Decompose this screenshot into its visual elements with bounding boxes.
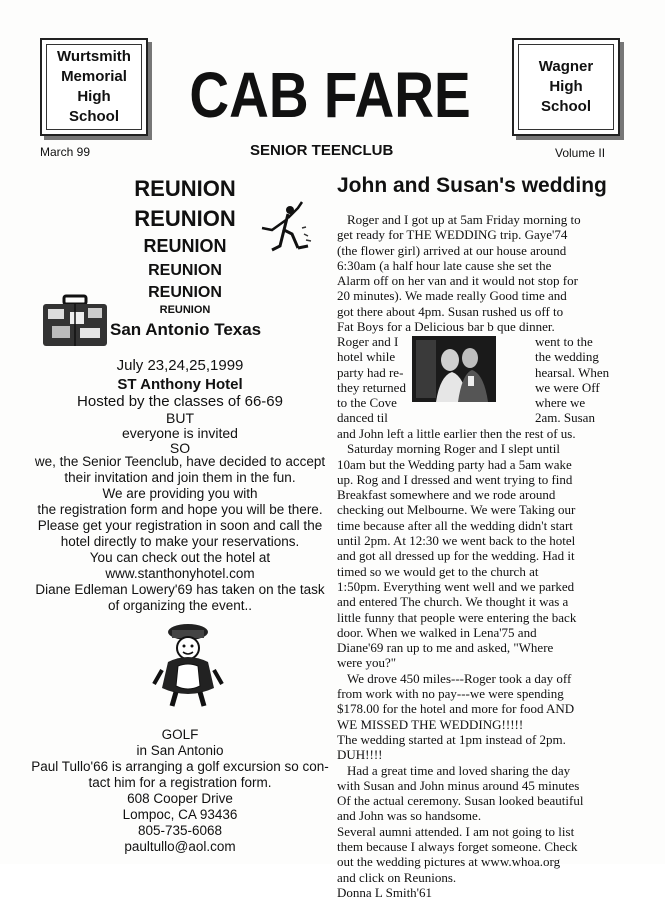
article-line: timed so we would get to the church at (337, 563, 539, 579)
article-line: Several aumni attended. I am not going to list (337, 823, 575, 839)
article-line: (the flower girl) arrived at our house around (337, 242, 567, 258)
reunion-word: REUNION (148, 262, 222, 279)
article-line: Saturday morning Roger and I slept until (347, 441, 561, 457)
article-wrap-right: hearsal. When (535, 364, 610, 380)
article-line: up. Rog and I dressed and went trying to find (337, 471, 573, 487)
reunion-word: REUNION (148, 284, 222, 301)
reunion-body-line: their invitation and join them in the fun. (64, 470, 296, 485)
reunion-body-line: We are providing you with (102, 486, 258, 501)
issue-date: March 99 (40, 145, 91, 159)
article-line: Donna L Smith'61 (337, 884, 433, 900)
article-line: were you?" (337, 655, 397, 671)
golf-line: in San Antonio (136, 743, 224, 758)
but-word: BUT (166, 410, 194, 426)
article-line: 20 minutes). We made really Good time and (337, 288, 567, 304)
article-line: get ready for THE WEDDING trip. Gaye'74 (337, 227, 568, 243)
article-wrap-left: danced til (337, 410, 388, 426)
article-line: 1:50pm. Everything went well and we parked (337, 578, 575, 594)
golf-address: 608 Cooper Drive (127, 791, 233, 806)
everyone-invited: everyone is invited (122, 425, 238, 441)
article-line: 6:30am (a half hour late cause she set the (337, 257, 552, 273)
article-line: until 2pm. At 12:30 we went back to the hotel (337, 533, 576, 549)
golf-phone: 805-735-6068 (137, 823, 223, 838)
article-line: $178.00 for the hotel and more for food AND (337, 701, 575, 717)
article-line: and John was so handsome. (337, 808, 482, 824)
golf-title: GOLF (161, 727, 199, 742)
so-word: SO (169, 440, 191, 456)
article-wrap-row (337, 410, 627, 425)
article-wrap-right: went to the (535, 334, 593, 349)
reunion-dates: July 23,24,25,1999 (116, 357, 244, 374)
article-line: We drove 450 miles---Roger took a day off (347, 670, 572, 686)
reunion-body-line: the registration form and hope you will be there. (37, 502, 323, 517)
wedding-photo (412, 336, 496, 402)
reunion-body-line: hotel directly to make your reservations. (60, 534, 300, 549)
golf-city: Lompoc, CA 93436 (122, 807, 238, 822)
article-line: and John left a little earlier then the rest of us. (337, 426, 576, 441)
masthead-title: CAB FARE (189, 59, 471, 131)
reunion-body-line: of organizing the event.. (107, 598, 253, 613)
article-wrap-left: to the Cove (337, 395, 397, 411)
article-line: Diane'69 ran up to me and asked, "Where (337, 640, 554, 656)
article-line: and entered The church. We thought it was a (337, 594, 569, 610)
reunion-word: REUNION (134, 206, 236, 231)
article-wrap-right: 2am. Susan (535, 410, 595, 426)
right-school-name: Wagner High School (538, 58, 594, 115)
reunion-body-line: Diane Edleman Lowery'69 has taken on the task (35, 582, 325, 597)
golf-line: Paul Tullo'66 is arranging a golf excursion so con- (31, 759, 329, 774)
article-line: them because I always forget someone. Check (337, 839, 578, 855)
article-line: little funny that people were entering the back (337, 609, 577, 625)
left-school-name: Wurtsmith Memorial High School (57, 48, 131, 125)
article-line: 10am but the Wedding party had a 5am wake (337, 456, 572, 472)
reunion-body-line: Please get your registration in soon and call the (37, 518, 323, 533)
reunion-body-line: we, the Senior Teenclub, have decided to accept (34, 454, 326, 469)
article-line: with Susan and John minus around 45 minutes (337, 777, 580, 793)
reunion-word: REUNION (143, 236, 227, 256)
article-wrap-left: they returned (337, 379, 406, 395)
suitcase-icon (40, 294, 110, 350)
golf-email[interactable]: paultullo@aol.com (124, 839, 236, 854)
article-wrap-right: where we (535, 395, 586, 411)
article-top-block (337, 212, 627, 334)
article-wrap-left: party had re- (337, 364, 404, 380)
article-wrap-left: Roger and I (337, 334, 399, 349)
reunion-word: REUNION (134, 176, 236, 201)
article-line: Alarm off on her van and it would not stop for (337, 273, 578, 289)
club-name: SENIOR TEENCLUB (250, 142, 394, 159)
article-line: Breakfast somewhere and we rode around (337, 487, 556, 503)
article-wrap-left: hotel while (337, 349, 396, 365)
article-line: Roger and I got up at 5am Friday morning to (347, 212, 581, 227)
hotel-url[interactable]: www.stanthonyhotel.com (105, 566, 255, 581)
hotel-name: ST Anthony Hotel (117, 376, 243, 393)
article-wrap-right: the wedding (535, 349, 599, 365)
article-line: got there about 4pm. Susan rushed us off to (337, 303, 564, 319)
volume-label: Volume II (555, 146, 606, 160)
school-box-right (512, 38, 620, 136)
article-line: from work with no pay---we were spending (337, 686, 564, 702)
chef-figure-icon (150, 622, 226, 708)
article-line: door. When we walked in Lena'75 and (337, 624, 537, 640)
article-line: checking out Melbourne. We were Taking our (337, 502, 576, 518)
article-line: The wedding started at 1pm instead of 2pm. (337, 731, 566, 747)
article-line: DUH!!!! (337, 747, 383, 763)
article-wrap-right: we were Off (535, 379, 600, 395)
article-line: Fat Boys for a Delicious bar b que dinner. (337, 319, 555, 335)
reunion-word: REUNION (159, 304, 211, 316)
reunion-body-line: You can check out the hotel at (89, 550, 271, 565)
article-title: John and Susan's wedding (337, 174, 607, 197)
golf-line: tact him for a registration form. (88, 775, 272, 790)
article-line: Of the actual ceremony. Susan looked beautiful (337, 793, 584, 809)
article-line: and click on Reunions. (337, 869, 457, 885)
article-line: WE MISSED THE WEDDING!!!!! (337, 716, 524, 732)
dancing-figure-icon (258, 200, 322, 260)
article-line: time because after all the wedding didn't start (337, 517, 573, 533)
hosted-by: Hosted by the classes of 66-69 (77, 393, 283, 410)
article-line: Had a great time and loved sharing the day (347, 762, 571, 778)
location: San Antonio Texas (110, 320, 262, 339)
article-line: out the wedding pictures at www.whoa.org (337, 854, 561, 870)
school-box-left (40, 38, 148, 136)
article-rest-block (337, 426, 627, 900)
article-line: and got all dressed up for the wedding. Had it (337, 548, 575, 564)
